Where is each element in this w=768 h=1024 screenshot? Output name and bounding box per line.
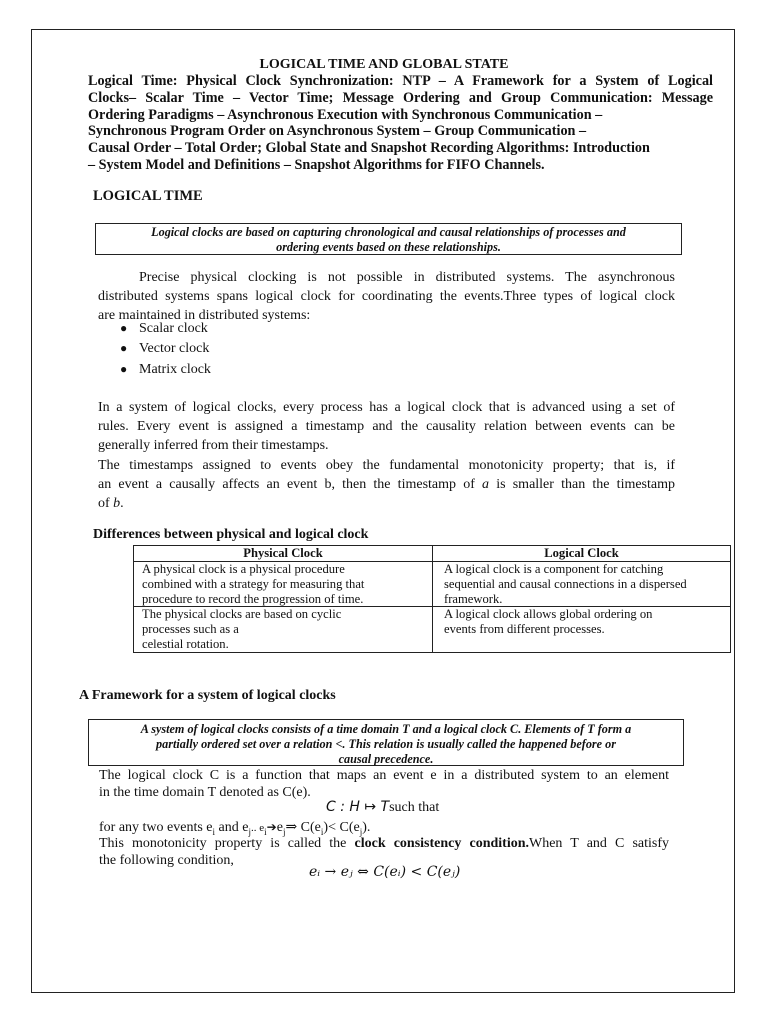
table-cell: A physical clock is a physical procedure combined with a strategy for measuring that procedure to record the progression of time. bbox=[134, 562, 433, 607]
intro-line: distributed systems spans logical clock for coordinating the events.Three types of logical clock bbox=[98, 289, 675, 305]
framework-paragraph bbox=[99, 767, 669, 801]
topics-line: Ordering Paradigms – Asynchronous Execution with Synchronous Communication – bbox=[88, 106, 603, 123]
consistency-condition-line: for any two events $e_i$ and $e_j$.. $e_i➔e_j\Rightarrow$ $C(e_i)< C(e_j)$. bbox=[99, 820, 371, 837]
list-item: ● Vector clock bbox=[120, 338, 211, 358]
causality-formula: eᵢ → eⱼ ⇔ C(eᵢ) < C(eⱼ) bbox=[309, 864, 461, 880]
paragraph-line: The timestamps assigned to events obey the fundamental monotonicity property; that is, if bbox=[98, 457, 675, 473]
table-cell: A logical clock allows global ordering on events from different processes. bbox=[433, 607, 731, 652]
table-cell: The physical clocks are based on cyclic processes such as a celestial rotation. bbox=[134, 607, 433, 652]
column-header: Physical Clock bbox=[134, 546, 433, 562]
page-title: LOGICAL TIME AND GLOBAL STATE bbox=[259, 57, 509, 72]
topics-summary bbox=[88, 73, 713, 174]
table-cell: A logical clock is a component for catching sequential and causal connections in a dispersed framework. bbox=[433, 562, 731, 607]
intro-line: are maintained in distributed systems: bbox=[98, 308, 311, 324]
paragraph-line: in the time domain T denoted as C(e). bbox=[99, 785, 311, 800]
right-arrow-icon: ➔ bbox=[266, 820, 277, 834]
framework-definition-box bbox=[88, 719, 684, 766]
paragraph-line: the following condition, bbox=[99, 853, 234, 868]
mapping-formula: C : H ↦ Tsuch that bbox=[326, 799, 440, 815]
bullet-icon: ● bbox=[120, 341, 128, 356]
list-item: ● Scalar clock bbox=[120, 318, 211, 338]
bullet-icon: ● bbox=[120, 361, 128, 376]
table-row bbox=[134, 607, 731, 652]
paragraph-line: In a system of logical clocks, every process has a logical clock that is advanced using a set of bbox=[98, 400, 675, 415]
paragraph-line: rules. Every event is assigned a timestamp and the causality relation between events can be bbox=[98, 419, 675, 435]
column-header: Logical Clock bbox=[433, 546, 731, 562]
paragraph-line: an event a causally affects an event b, then the timestamp of a is smaller than the timestamp bbox=[98, 476, 675, 492]
definition-line: partially ordered set over a relation <. This relation is usually called the happened before or bbox=[156, 737, 616, 751]
paragraph-line: This monotonicity property is called the clock consistency condition.When T and C satisfy bbox=[99, 836, 670, 851]
table-header-row bbox=[134, 546, 731, 562]
topics-line: Causal Order – Total Order; Global State and Snapshot Recording Algorithms: Introduction bbox=[88, 140, 650, 157]
topics-line: Synchronous Program Order on Asynchronous System – Group Communication – bbox=[88, 123, 587, 140]
logical-clock-definition-box bbox=[95, 223, 682, 255]
definition-line: causal precedence. bbox=[338, 752, 434, 766]
paragraph-line: of b. bbox=[98, 496, 124, 512]
list-item: ● Matrix clock bbox=[120, 359, 211, 379]
intro-line: Precise physical clocking is not possible in distributed systems. The asynchronous bbox=[139, 270, 675, 285]
definition-line: Logical clocks are based on capturing chronological and causal relationships of processes and bbox=[151, 225, 626, 239]
definition-line: ordering events based on these relationships. bbox=[276, 240, 501, 254]
differences-heading: Differences between physical and logical clock bbox=[93, 527, 369, 542]
clock-types-list bbox=[120, 318, 211, 379]
comparison-table bbox=[133, 545, 731, 653]
table-row bbox=[134, 562, 731, 607]
framework-heading: A Framework for a system of logical clocks bbox=[79, 688, 336, 703]
paragraph-line: generally inferred from their timestamps. bbox=[98, 438, 329, 454]
logical-time-heading: LOGICAL TIME bbox=[93, 188, 203, 204]
logical-clock-paragraph bbox=[98, 398, 675, 513]
bullet-icon: ● bbox=[120, 321, 128, 335]
definition-line: A system of logical clocks consists of a time domain T and a logical clock C. Elements of T form a bbox=[140, 722, 632, 736]
topics-line: Clocks– Scalar Time – Vector Time; Message Ordering and Group Communication: Message bbox=[88, 89, 713, 106]
paragraph-line: The logical clock C is a function that maps an event e in a distributed system to an element bbox=[99, 768, 669, 783]
topics-line: Logical Time: Physical Clock Synchronization: NTP – A Framework for a System of Logical bbox=[88, 73, 713, 89]
intro-paragraph bbox=[98, 268, 675, 326]
topics-line: – System Model and Definitions – Snapshot Algorithms for FIFO Channels. bbox=[88, 156, 545, 173]
